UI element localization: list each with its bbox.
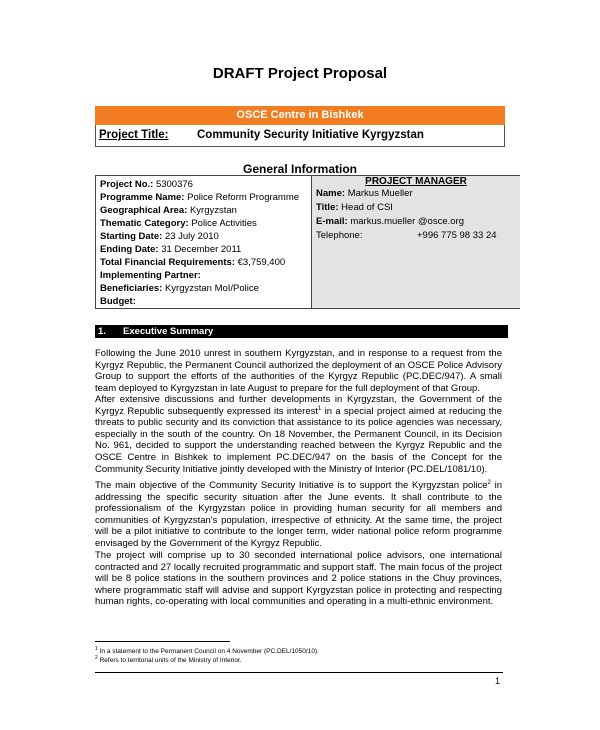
executive-summary-header [95, 325, 508, 338]
org-banner: OSCE Centre in Bishkek [95, 106, 505, 125]
manager-email: E-mail: markus.mueller @osce.org [316, 216, 464, 227]
section-title: Executive Summary [123, 326, 214, 337]
manager-name: Name: Markus Mueller [316, 188, 413, 199]
document-title: DRAFT Project Proposal [212, 65, 388, 82]
project-details [96, 176, 311, 308]
field-geographical-area: Geographical Area: Kyrgyzstan [100, 205, 237, 216]
paragraph-2: After extensive discussions and further developments in Kyrgyzstan, the Government of the Kyrgyz Republic subsequently expressed its interest$^1$ in a special project aimed at reducing the threats to public security and its conviction that assistance to its police agencies was necessary, especially in the south of the country. On 18 November, the Permanent Council, in its Decision No. 961, decided to support the understanding reached between the Kyrgyz Republic and the OSCE Centre in Bishkek to implement PC.DEC/947 on the basis of the Concept for the Community Security Initiative jointly developed with the Ministry of Interior (PC.DEL/1081/10). [95, 394, 502, 475]
footnote-1: $^1$ In a statement to the Permanent Council on 4 November (PC.DEL/1050/10). [95, 646, 319, 656]
field-starting-date: Starting Date: 23 July 2010 [100, 231, 219, 242]
field-beneficiaries: Beneficiaries: Kyrgyzstan MoI/Police [100, 283, 259, 294]
footnote-ref-2: 2 [487, 479, 491, 486]
project-manager-heading: PROJECT MANAGER [365, 176, 467, 187]
footnote-2: $^2$ Refers to territorial units of the Ministry of Interior. [95, 655, 242, 665]
footnote-separator [95, 641, 230, 642]
general-info-box [95, 175, 520, 309]
manager-phone: +996 775 98 33 24 [417, 230, 497, 241]
field-total-financial: Total Financial Requirements: €3,759,400 [100, 257, 286, 268]
footer-rule [95, 672, 503, 673]
project-title-row [95, 125, 505, 147]
general-info-heading: General Information [242, 162, 358, 176]
field-thematic-category: Thematic Category: Police Activities [100, 218, 257, 229]
field-ending-date: Ending Date: 31 December 2011 [100, 244, 242, 255]
section-number: 1. [98, 326, 106, 337]
project-title-value: Community Security Initiative Kyrgyzstan [197, 129, 424, 141]
field-implementing-partner: Implementing Partner: [100, 270, 201, 281]
paragraph-3: The main objective of the Community Security Initiative is to support the Kyrgyzstan police$^2$ in addressing the specific security situation after the June events. It shall contribute to the professionalism of the Kyrgyzstan police in providing human security for all members and communities of Kyrgyzstan's population, irrespective of ethnicity. At the same time, the project will be a pilot initiative to contribute to the longer term, wider national police reform programme envisaged by the Government of the Kyrgyz Republic. [95, 479, 502, 549]
field-project-no: Project No.: 5300376 [100, 179, 193, 190]
page-number: 1 [495, 676, 501, 686]
manager-phone-label: Telephone: [316, 230, 363, 241]
field-programme-name: Programme Name: Police Reform Programme [100, 192, 300, 203]
paragraph-4: The project will comprise up to 30 seconded international police advisors, one international contracted and 27 locally recruited programmatic and support staff. The main focus of the project will be 8 police stations in the southern provinces and 2 police stations in the Chuy provinces, where programmatic staff will advise and support Kyrgyzstan police in protecting and respecting human rights, co-operating with local communities and operating in a multi-ethnic environment. [95, 550, 502, 608]
footnote-ref-1: 1 [318, 405, 322, 412]
field-budget: Budget: [100, 296, 136, 307]
manager-title: Title: Head of CSI [316, 202, 393, 213]
project-title-label: Project Title: [99, 129, 169, 141]
project-manager-panel [311, 176, 520, 308]
paragraph-1: Following the June 2010 unrest in southern Kyrgyzstan, and in response to a request from the Kyrgyz Republic, the Permanent Council authorized the deployment of an OSCE Police Advisory Group to support the efforts of the authorities of the Kyrgyz Republic (PC.DEC/947). A small team deployed to Kyrgyzstan in late August to prepare for the full deployment of that Group. [95, 348, 502, 394]
